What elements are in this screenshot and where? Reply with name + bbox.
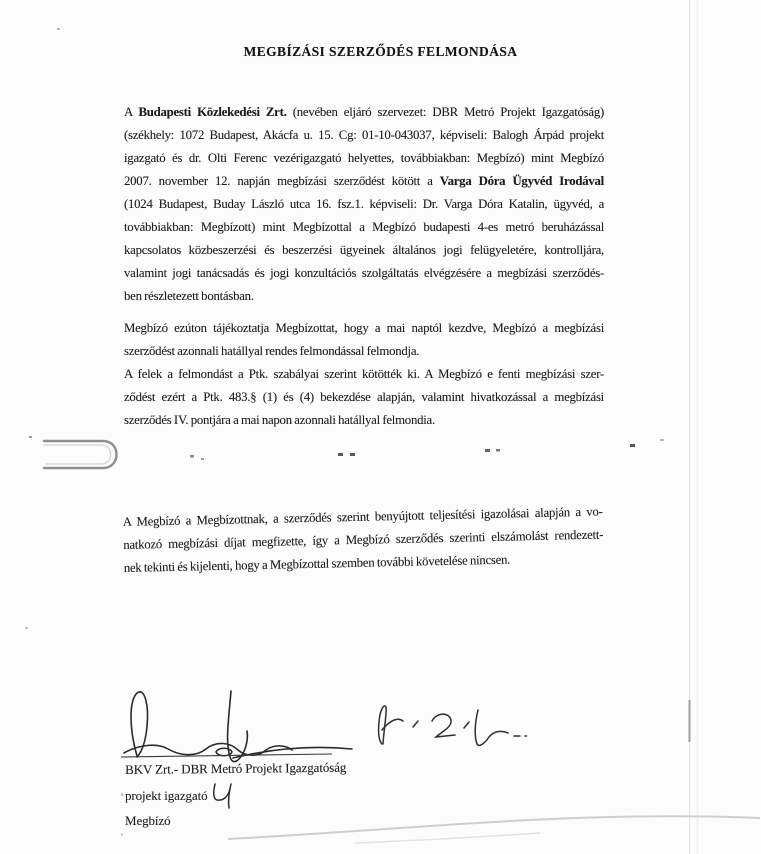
text-line: nek tekinti és kijelenti, hogy a Megbízottal szemben további követelése nincsen.	[123, 552, 511, 576]
signature-megbizo	[124, 691, 352, 762]
handwritten-initial	[214, 784, 231, 808]
text-line: ződést ezért a Ptk. 483.§ (1) és (4) bekezdése alapján, valamint hivatkozással a megbízási	[124, 390, 604, 404]
page-curl-artifact	[228, 816, 760, 843]
signature-role-label: projekt igazgató	[125, 788, 208, 803]
signature-organization-label: BKV Zrt.- DBR Metró Projekt Igazgatóság	[125, 759, 347, 777]
paperclip-icon	[44, 441, 117, 468]
text-line: kapcsolatos közbeszerzési és beszerzési ügyeinek általános jogi felügyeletére, kontrolljára,	[124, 243, 604, 257]
text-line: A felek a felmondást a Ptk. szabályai szerint kötötték ki. A Megbízó e fenti megbízási szer-	[124, 367, 604, 381]
text-line: A Budapesti Közlekedési Zrt. (nevében eljáró szervezet: DBR Metró Projekt Igazgatóság)	[124, 105, 604, 119]
text-line: (székhely: 1072 Budapest, Akácfa u. 15. Cg: 01-10-043037, képviseli: Balogh Árpád projekt	[124, 128, 604, 142]
text-line: Megbízó ezúton tájékoztatja Megbízottat, hogy a mai naptól kezdve, Megbízó a megbízási	[124, 321, 604, 335]
signature-line	[121, 754, 332, 757]
text-line: igazgató és dr. Olti Ferenc vezérigazgató helyettes, továbbiakban: Megbízó) mint Megbízó	[124, 151, 604, 165]
paragraph-parties	[124, 101, 604, 308]
signature-party-label: Megbízó	[125, 813, 171, 828]
text-line: natkozó megbízási díjat megfizette, így a Megbízó szerződés szerinti elszámolást rendezett-	[123, 527, 604, 553]
text-line: A Megbízó a Megbízottnak, a szerződés szerint benyújtott teljesítési igazolásai alapján a vo-	[122, 504, 603, 530]
text-line: ben részletezett bontásban.	[124, 289, 254, 303]
text-line: szerződés IV. pontjára a mai napon azonnali hatállyal felmondia.	[124, 413, 435, 427]
page-title: MEGBÍZÁSI SZERZŐDÉS FELMONDÁSA	[243, 44, 518, 59]
text-line: valamint jogi tanácsadás és jogi konzultációs szolgáltatás elvégzésére a megbízási szerződés-	[124, 266, 604, 280]
paragraph-termination	[124, 317, 604, 432]
signature-initials	[379, 706, 527, 746]
text-line: 2007. november 12. napján megbízási szerződést kötött a Varga Dóra Ügyvéd Irodával	[124, 174, 604, 188]
text-line: (1024 Budapest, Buday László utca 16. fsz.1. képviseli: Dr. Varga Dóra Katalin, ügyvéd, a	[124, 197, 604, 211]
paragraph-settlement	[122, 501, 603, 580]
text-line: továbbiakban: Megbízott) mint Megbízottal a Megbízó budapesti 4-es metró beruházással	[124, 220, 604, 234]
text-line: szerződést azonnali hatállyal rendes felmondással felmondja.	[124, 344, 420, 358]
